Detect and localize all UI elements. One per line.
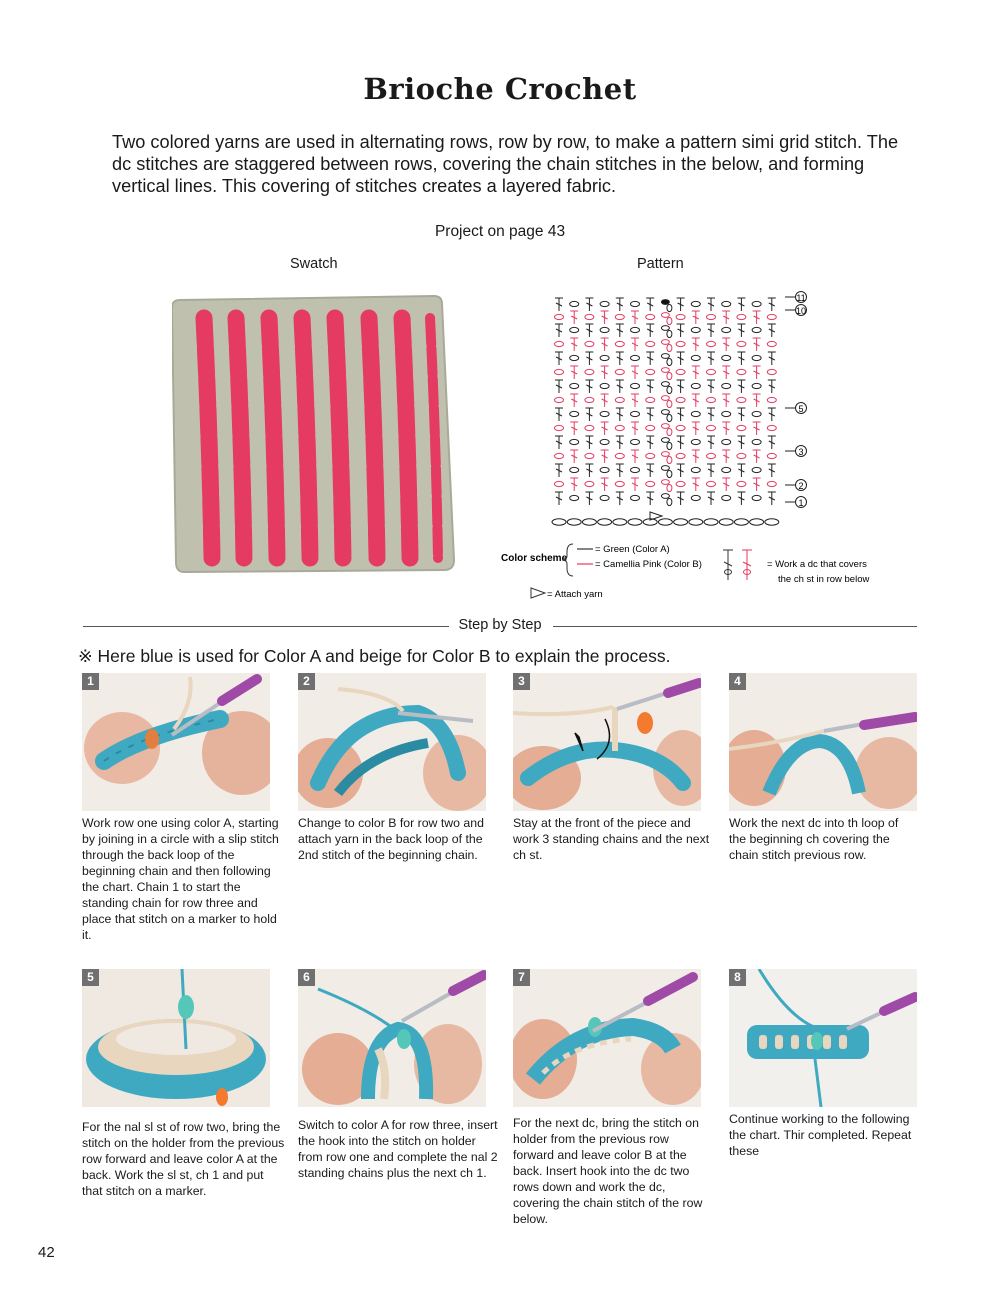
swatch-stripe xyxy=(269,318,277,558)
chain-st xyxy=(615,369,624,374)
chain-st xyxy=(767,425,776,430)
chain-st xyxy=(631,495,640,500)
step-1-photo xyxy=(82,673,270,811)
chain-st xyxy=(722,467,731,472)
turning-chain xyxy=(667,414,672,421)
chain-st xyxy=(707,397,716,402)
chain-st xyxy=(570,439,579,444)
legend-green: = Green (Color A) xyxy=(595,544,670,555)
dc-symbol-pink-icon xyxy=(742,550,752,580)
step-6 xyxy=(298,969,498,1181)
chain-st xyxy=(570,301,579,306)
step-8-illustration xyxy=(729,969,917,1107)
turning-chain xyxy=(661,452,669,457)
foundation-chain xyxy=(658,519,672,525)
step-5-photo xyxy=(82,969,270,1107)
chain-st xyxy=(555,369,564,374)
foundation-chain xyxy=(674,519,688,525)
row-marker-5: 5 xyxy=(798,404,804,414)
step-by-step-heading xyxy=(0,617,1000,633)
turning-chain xyxy=(661,480,669,485)
chain-st xyxy=(752,411,761,416)
step-5-illustration xyxy=(82,969,270,1107)
dc-symbol-icon xyxy=(723,550,733,580)
foundation-chain xyxy=(765,519,779,525)
turning-chain xyxy=(667,386,672,393)
step-4-number: 4 xyxy=(729,673,746,690)
chain-st xyxy=(585,369,594,374)
chain-st xyxy=(615,425,624,430)
step-5-text: For the nal sl st of row two, bring the stitch on the holder from the previous row forward and leave color A at the back. Work the sl st, ch 1 and put that stitch on a marker. xyxy=(82,1120,285,1198)
turning-chain xyxy=(667,484,672,491)
chain-st xyxy=(615,341,624,346)
chain-st xyxy=(555,314,564,319)
step-6-number: 6 xyxy=(298,969,315,986)
chart-legend xyxy=(495,536,885,606)
step-2-text: Change to color B for row two and attach yarn in the back loop of the 2nd stitch of the beginning chain. xyxy=(298,816,484,862)
chain-st xyxy=(752,355,761,360)
turning-chain xyxy=(661,313,669,318)
chain-st xyxy=(570,495,579,500)
swatch-label: Swatch xyxy=(290,256,338,272)
turning-chain xyxy=(661,466,669,471)
step-8-photo xyxy=(729,969,917,1107)
turning-chain xyxy=(667,470,672,477)
turning-chain xyxy=(667,428,672,435)
turning-chain xyxy=(661,396,669,401)
pattern-label: Pattern xyxy=(637,256,684,272)
chain-st xyxy=(570,411,579,416)
step-8-number: 8 xyxy=(729,969,746,986)
chain-st xyxy=(691,355,700,360)
step-7-number: 7 xyxy=(513,969,530,986)
turning-chain xyxy=(661,424,669,429)
page-title: Brioche Crochet xyxy=(363,72,637,106)
intro-paragraph: Two colored yarns are used in alternating rows, row by row, to make a pattern simi grid stitch. The dc stitches are staggered between rows, covering the chain stitches in the below, and forming vertical lines. This covering of stitches creates a layered fabric. xyxy=(112,132,899,196)
chain-st xyxy=(722,383,731,388)
step-2-photo xyxy=(298,673,486,811)
chain-st xyxy=(722,301,731,306)
chain-st xyxy=(646,397,655,402)
step-7-text: For the next dc, bring the stitch on holder from the previous row forward and leave color B at the back. Insert hook into the dc two rows down and work the dc, covering the chain stitch of the row below. xyxy=(513,1116,703,1226)
chain-st xyxy=(631,467,640,472)
chain-st xyxy=(707,425,716,430)
step-1 xyxy=(82,673,287,943)
chain-st xyxy=(707,314,716,319)
chain-st xyxy=(752,495,761,500)
turning-chain xyxy=(661,300,669,305)
chart-body xyxy=(552,292,807,526)
color-note: ※ Here blue is used for Color A and beige for Color B to explain the process. xyxy=(78,646,671,666)
chain-st xyxy=(691,383,700,388)
chain-st xyxy=(585,341,594,346)
step-8-text: Continue working to the following the chart. Thir completed. Repeat these xyxy=(729,1112,912,1158)
foundation-chain xyxy=(582,519,596,525)
step-3 xyxy=(513,673,713,863)
chain-st xyxy=(691,301,700,306)
chain-st xyxy=(570,355,579,360)
foundation-chain xyxy=(552,519,566,525)
step-7 xyxy=(513,969,713,1227)
chain-st xyxy=(722,327,731,332)
chain-st xyxy=(600,355,609,360)
legend-work-dc-2: the ch st in row below xyxy=(778,574,870,585)
chain-st xyxy=(722,411,731,416)
chain-st xyxy=(752,383,761,388)
chain-st xyxy=(631,327,640,332)
turning-chain xyxy=(661,368,669,373)
chain-st xyxy=(722,495,731,500)
chain-st xyxy=(676,453,685,458)
chain-st xyxy=(691,327,700,332)
chain-st xyxy=(631,301,640,306)
chain-st xyxy=(646,425,655,430)
turning-chain xyxy=(661,410,669,415)
step-1-number: 1 xyxy=(82,673,99,690)
chain-st xyxy=(707,369,716,374)
row-markers xyxy=(796,293,806,508)
chain-st xyxy=(691,467,700,472)
chain-st xyxy=(737,369,746,374)
swatch-image xyxy=(172,290,462,590)
step-5 xyxy=(82,969,287,1199)
chain-st xyxy=(585,314,594,319)
turning-chain xyxy=(667,456,672,463)
turning-chain xyxy=(667,498,672,505)
step-7-illustration xyxy=(513,969,701,1107)
chain-st xyxy=(570,467,579,472)
chain-st xyxy=(676,314,685,319)
chain-st xyxy=(752,439,761,444)
step-6-text: Switch to color A for row three, insert the hook into the stitch on holder from row one and complete the nal 2 standing chains plus the next ch 1. xyxy=(298,1118,498,1180)
chain-st xyxy=(555,481,564,486)
chain-st xyxy=(615,453,624,458)
legend-pink: = Camellia Pink (Color B) xyxy=(595,559,702,570)
chain-st xyxy=(752,327,761,332)
foundation-chain xyxy=(598,519,612,525)
chain-st xyxy=(600,327,609,332)
chain-st xyxy=(676,369,685,374)
chain-st xyxy=(767,341,776,346)
chain-st xyxy=(737,453,746,458)
page-number: 42 xyxy=(38,1244,55,1261)
turning-chain xyxy=(667,317,672,324)
chain-st xyxy=(555,425,564,430)
turning-chain xyxy=(661,438,669,443)
swatch-stripe xyxy=(204,318,212,558)
chain-st xyxy=(722,355,731,360)
foundation-chain xyxy=(750,519,764,525)
turning-chain xyxy=(667,330,672,337)
chain-st xyxy=(646,369,655,374)
turning-chain xyxy=(661,354,669,359)
chain-st xyxy=(767,314,776,319)
chain-st xyxy=(676,341,685,346)
turning-chain xyxy=(661,326,669,331)
legend-attach: = Attach yarn xyxy=(547,589,603,600)
swatch-stripe xyxy=(369,318,377,558)
step-by-step-label: Step by Step xyxy=(454,617,545,633)
step-4 xyxy=(729,673,917,863)
step-7-photo xyxy=(513,969,701,1107)
step-4-photo xyxy=(729,673,917,811)
chain-st xyxy=(737,341,746,346)
row-marker-11: 11 xyxy=(796,293,806,303)
foundation-chain xyxy=(689,519,703,525)
chain-st xyxy=(631,411,640,416)
chain-st xyxy=(585,425,594,430)
foundation-chain xyxy=(613,519,627,525)
turning-chain xyxy=(667,442,672,449)
chain-st xyxy=(570,383,579,388)
foundation-chain xyxy=(628,519,642,525)
chain-st xyxy=(555,397,564,402)
chain-st xyxy=(600,301,609,306)
turning-chain xyxy=(667,344,672,351)
chain-st xyxy=(646,341,655,346)
foundation-chain xyxy=(734,519,748,525)
row-marker-1: 1 xyxy=(798,498,804,508)
chain-st xyxy=(767,369,776,374)
chain-st xyxy=(707,453,716,458)
chain-st xyxy=(737,314,746,319)
chain-st xyxy=(631,439,640,444)
step-8 xyxy=(729,969,917,1159)
step-2 xyxy=(298,673,498,863)
step-4-illustration xyxy=(729,673,917,811)
chain-st xyxy=(707,341,716,346)
chain-st xyxy=(752,301,761,306)
swatch-stripe xyxy=(236,318,244,558)
chain-st xyxy=(600,439,609,444)
step-3-text: Stay at the front of the piece and work 3 standing chains and the next ch st. xyxy=(513,816,710,862)
chain-st xyxy=(600,495,609,500)
swatch-stripe xyxy=(335,318,343,558)
chain-st xyxy=(707,481,716,486)
chain-st xyxy=(600,383,609,388)
chain-st xyxy=(676,397,685,402)
chain-st xyxy=(676,481,685,486)
step-6-illustration xyxy=(298,969,486,1107)
step-6-photo xyxy=(298,969,486,1107)
chain-st xyxy=(691,411,700,416)
legend-work-dc: = Work a dc that covers xyxy=(767,559,867,570)
turning-chain xyxy=(667,358,672,365)
turning-chain xyxy=(661,494,669,499)
chain-st xyxy=(631,355,640,360)
turning-chain xyxy=(667,400,672,407)
chain-st xyxy=(555,341,564,346)
chain-st xyxy=(646,481,655,486)
swatch-stripe xyxy=(302,318,310,558)
swatch-stripe xyxy=(402,318,410,558)
chain-st xyxy=(676,425,685,430)
step-4-text: Work the next dc into th loop of the beginning ch covering the chain stitch previous row. xyxy=(729,816,899,862)
chain-st xyxy=(767,453,776,458)
turning-chain xyxy=(661,340,669,345)
chain-st xyxy=(615,481,624,486)
row-marker-3: 3 xyxy=(798,447,804,457)
chain-st xyxy=(691,439,700,444)
chain-st xyxy=(570,327,579,332)
chain-st xyxy=(737,481,746,486)
chain-st xyxy=(631,383,640,388)
legend-color-scheme: Color scheme xyxy=(501,553,568,564)
foundation-chain xyxy=(567,519,581,525)
foundation-chain xyxy=(719,519,733,525)
chain-st xyxy=(767,397,776,402)
step-5-number: 5 xyxy=(82,969,99,986)
chain-st xyxy=(737,425,746,430)
chain-st xyxy=(646,314,655,319)
chain-st xyxy=(737,397,746,402)
step-1-illustration xyxy=(82,673,270,811)
step-3-photo xyxy=(513,673,701,811)
chain-st xyxy=(600,411,609,416)
step-2-illustration xyxy=(298,673,486,811)
chain-st xyxy=(767,481,776,486)
turning-chain xyxy=(667,372,672,379)
chain-st xyxy=(615,314,624,319)
chain-st xyxy=(615,397,624,402)
project-reference: Project on page 43 xyxy=(434,223,566,240)
row-marker-10: 10 xyxy=(795,306,807,316)
step-1-text: Work row one using color A, starting by joining in a circle with a slip stitch through the back loop of the beginning chain and then following the chart. Chain 1 to start the standing chain for row three and place that stitch on a marker to hold it. xyxy=(82,816,279,942)
turning-chain xyxy=(667,304,672,311)
foundation-chain xyxy=(704,519,718,525)
chain-st xyxy=(585,453,594,458)
chain-st xyxy=(722,439,731,444)
chain-st xyxy=(646,453,655,458)
chain-st xyxy=(585,481,594,486)
turning-chain xyxy=(661,382,669,387)
chain-st xyxy=(752,467,761,472)
chain-st xyxy=(691,495,700,500)
chain-st xyxy=(600,467,609,472)
chain-st xyxy=(555,453,564,458)
step-2-number: 2 xyxy=(298,673,315,690)
attach-yarn-icon xyxy=(531,588,545,598)
step-3-number: 3 xyxy=(513,673,530,690)
step-3-illustration xyxy=(513,673,701,811)
chain-st xyxy=(585,397,594,402)
row-marker-2: 2 xyxy=(798,481,804,491)
pattern-chart xyxy=(495,286,825,531)
